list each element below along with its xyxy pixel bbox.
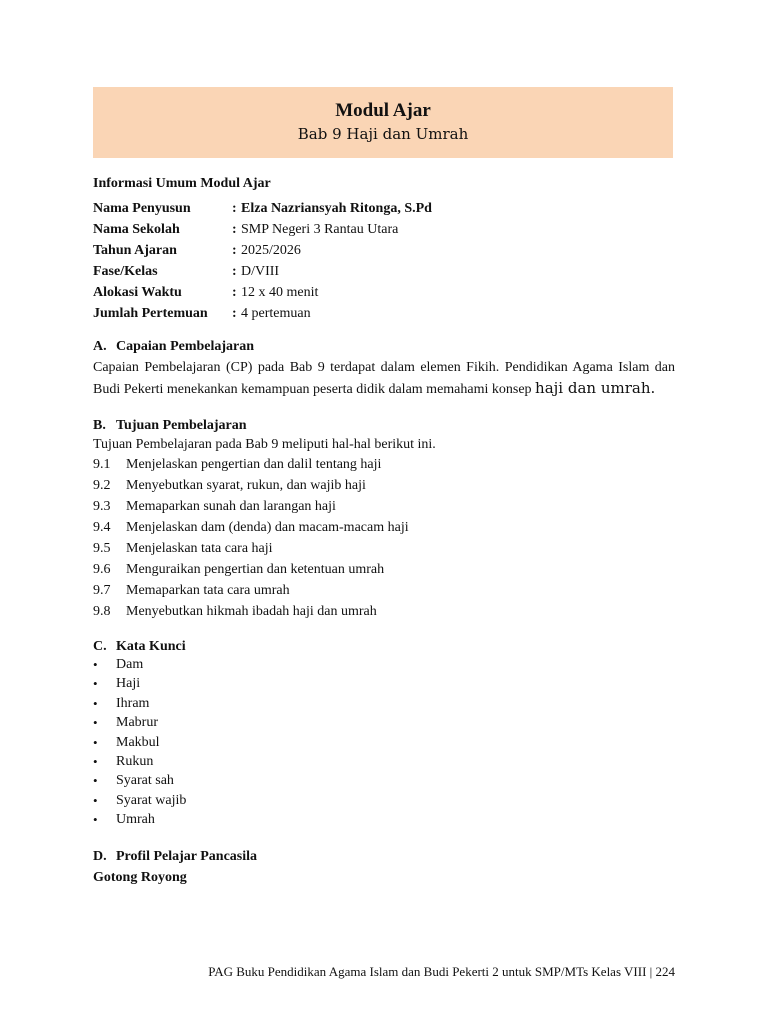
list-item xyxy=(93,517,675,538)
section-letter: C. xyxy=(93,639,107,654)
item-number: 9.6 xyxy=(93,562,111,577)
keyword-text: Syarat sah xyxy=(116,773,174,789)
keyword-text: Syarat wajib xyxy=(116,792,187,808)
item-number: 9.8 xyxy=(93,604,111,619)
item-text: Menjelaskan dam (denda) dan macam-macam haji xyxy=(126,520,409,535)
item-number: 9.7 xyxy=(93,583,111,598)
paragraph-text: Capaian Pembelajaran (CP) pada Bab 9 terdapat dalam elemen Fikih. Pendidikan Agama Islam dan Budi Pekerti menekankan kemampuan peserta didik dalam memahami konsep xyxy=(93,360,675,397)
list-item xyxy=(93,475,675,496)
section-title: Kata Kunci xyxy=(116,639,186,654)
bullet-icon: • xyxy=(93,695,98,711)
keyword-item xyxy=(93,694,675,713)
bullet-icon: • xyxy=(93,792,98,808)
info-label: Nama Sekolah xyxy=(93,222,180,237)
keyword-text: Makbul xyxy=(116,734,160,750)
info-label: Nama Penyusun xyxy=(93,201,191,216)
info-value: D/VIII xyxy=(241,264,280,279)
item-number: 9.2 xyxy=(93,478,111,493)
info-label: Tahun Ajaran xyxy=(93,243,177,258)
info-heading: Informasi Umum Modul Ajar xyxy=(93,176,271,191)
keyword-item xyxy=(93,713,675,732)
item-text: Menyebutkan syarat, rukun, dan wajib haji xyxy=(126,478,366,493)
list-item xyxy=(93,559,675,580)
keyword-text: Umrah xyxy=(116,812,155,828)
info-row-sekolah xyxy=(93,219,675,240)
item-number: 9.3 xyxy=(93,499,111,514)
section-letter: A. xyxy=(93,339,107,354)
info-label: Jumlah Pertemuan xyxy=(93,306,208,321)
info-row-tahun xyxy=(93,240,675,261)
bullet-icon: • xyxy=(93,715,98,731)
list-item xyxy=(93,601,675,622)
info-value: 12 x 40 menit xyxy=(241,285,319,300)
item-text: Memaparkan sunah dan larangan haji xyxy=(126,499,336,514)
document-subtitle: Bab 9 Haji dan Umrah xyxy=(297,125,469,143)
info-row-pertemuan xyxy=(93,303,675,324)
info-label: Alokasi Waktu xyxy=(93,285,182,300)
info-colon: : xyxy=(232,222,237,237)
list-item xyxy=(93,454,675,475)
item-text: Menjelaskan pengertian dan dalil tentang haji xyxy=(126,457,382,472)
info-colon: : xyxy=(232,285,237,300)
section-a-heading xyxy=(93,336,675,357)
info-colon: : xyxy=(232,264,237,279)
bullet-icon: • xyxy=(93,812,98,828)
section-b-heading xyxy=(93,415,675,436)
list-item xyxy=(93,580,675,601)
keyword-item xyxy=(93,771,675,790)
page-footer: PAG Buku Pendidikan Agama Islam dan Budi Pekerti 2 untuk SMP/MTs Kelas VIII | 224 xyxy=(208,964,675,979)
keyword-text: Ihram xyxy=(116,695,150,711)
keyword-text: Rukun xyxy=(116,754,154,770)
info-colon: : xyxy=(232,306,237,321)
info-row-fase xyxy=(93,261,675,282)
item-text: Menjelaskan tata cara haji xyxy=(126,541,273,556)
section-letter: D. xyxy=(93,848,107,864)
item-text: Menyebutkan hikmah ibadah haji dan umrah xyxy=(126,604,377,619)
paragraph-tail: haji dan umrah. xyxy=(535,379,656,397)
section-d-heading xyxy=(93,846,675,867)
keyword-item xyxy=(93,674,675,693)
item-number: 9.1 xyxy=(93,457,111,472)
bullet-icon: • xyxy=(93,657,98,672)
info-row-penyusun xyxy=(93,198,675,219)
info-colon: : xyxy=(232,243,237,258)
info-value: Elza Nazriansyah Ritonga, S.Pd xyxy=(241,201,432,216)
info-value: SMP Negeri 3 Rantau Utara xyxy=(241,222,399,237)
keyword-text: Haji xyxy=(116,676,141,692)
item-number: 9.4 xyxy=(93,520,111,535)
item-text: Memaparkan tata cara umrah xyxy=(126,583,290,598)
section-a-paragraph xyxy=(93,357,675,400)
info-value: 4 pertemuan xyxy=(241,306,311,321)
info-colon: : xyxy=(232,201,237,216)
list-item xyxy=(93,496,675,517)
bullet-icon: • xyxy=(93,734,98,750)
info-label: Fase/Kelas xyxy=(93,264,158,279)
section-letter: B. xyxy=(93,418,106,433)
list-item xyxy=(93,538,675,559)
document-title: Modul Ajar xyxy=(335,100,431,121)
keyword-text: Mabrur xyxy=(116,715,158,731)
title-banner xyxy=(93,87,673,158)
keyword-item xyxy=(93,810,675,829)
bullet-icon: • xyxy=(93,676,98,692)
bullet-icon: • xyxy=(93,754,98,770)
keyword-item xyxy=(93,733,675,752)
item-text: Menguraikan pengertian dan ketentuan umrah xyxy=(126,562,385,577)
item-number: 9.5 xyxy=(93,541,111,556)
profile-value: Gotong Royong xyxy=(93,869,187,885)
section-title: Capaian Pembelajaran xyxy=(116,339,255,354)
keyword-text: Dam xyxy=(116,657,144,672)
section-title: Profil Pelajar Pancasila xyxy=(116,848,258,864)
section-title: Tujuan Pembelajaran xyxy=(116,418,247,433)
keyword-item xyxy=(93,655,675,674)
bullet-icon: • xyxy=(93,773,98,789)
info-row-alokasi xyxy=(93,282,675,303)
section-c-heading xyxy=(93,639,675,655)
keyword-item xyxy=(93,791,675,810)
section-b-intro: Tujuan Pembelajaran pada Bab 9 meliputi hal-hal berikut ini. xyxy=(93,437,436,452)
info-value: 2025/2026 xyxy=(241,243,301,258)
keyword-item xyxy=(93,752,675,771)
document-body xyxy=(93,173,675,888)
